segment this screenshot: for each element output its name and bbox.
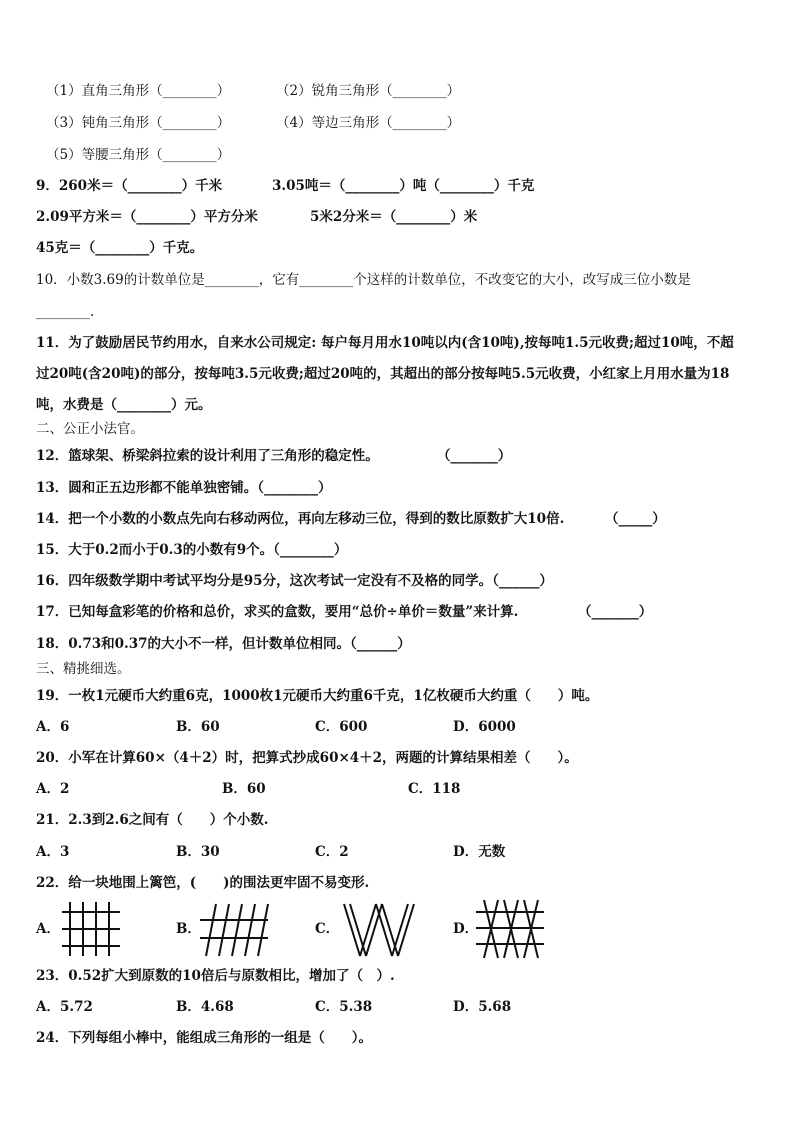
q21-stem: 21．2.3到2.6之间有（ ）个小数.: [36, 812, 269, 828]
q14-text: 14．把一个小数的小数点先向右移动两位，再向左移动三位，得到的数比原数扩大10倍.: [36, 511, 565, 527]
q11-line-1: 11．为了鼓励居民节约用水，自来水公司规定: 每户每月用水10吨以内(含10吨),按每吨1.5元收费;超过10吨，不超: [36, 335, 734, 351]
q19-option-c: C．600: [315, 719, 368, 735]
q20-stem: 20．小军在计算60×（4＋2）时，把算式抄成60×4＋2，两题的计算结果相差（ ）。: [36, 750, 578, 766]
q19-option-d: D．6000: [453, 719, 516, 735]
q12-blank: （_______）: [437, 448, 512, 464]
q22-option-d-label: D．: [453, 921, 479, 937]
q18-text: 18．0.73和0.37的大小不一样，但计数单位相同。（______）: [36, 636, 411, 652]
q23-option-c: C．5.38: [315, 999, 373, 1015]
triangle-item-equilateral: （4）等边三角形（________）: [276, 115, 461, 131]
q22-option-c-label: C．: [315, 921, 340, 937]
q20-option-b: B．60: [222, 781, 266, 797]
q9-part-c: 2.09平方米＝（________）平方分米: [36, 209, 258, 225]
q22-option-a-grid-fence: [60, 900, 122, 958]
q22-option-a-label: A．: [36, 921, 60, 937]
q22-stem: 22．给一块地围上篱笆，( )的围法更牢固不易变形.: [36, 875, 370, 891]
q23-option-d: D．5.68: [453, 999, 512, 1015]
q11-line-2: 过20吨(含20吨)的部分，按每吨3.5元收费;超过20吨的，其超出的部分按每吨5.5元收费，小红家上月用水量为18: [36, 366, 730, 382]
q9-part-b: 3.05吨＝（________）吨（________）千克: [272, 178, 535, 194]
triangle-item-acute: （2）锐角三角形（________）: [276, 83, 461, 99]
q13-text: 13．圆和正五边形都不能单独密铺。（________）: [36, 480, 332, 496]
q21-option-c: C．2: [315, 844, 349, 860]
q10-line-1: 10．小数3.69的计数单位是________，它有________个这样的计数单位，不改变它的大小，改写成三位小数是: [36, 272, 691, 288]
q23-stem: 23．0.52扩大到原数的10倍后与原数相比，增加了（ ）.: [36, 968, 395, 984]
q9-part-a: 9．260米＝（________）千米: [36, 178, 223, 194]
q21-option-a: A．3: [36, 844, 70, 860]
q11-line-3: 吨，水费是（________）元。: [36, 397, 212, 413]
q23-option-b: B．4.68: [176, 999, 234, 1015]
q14-blank: （_____）: [605, 511, 666, 527]
q15-text: 15．大于0.2而小于0.3的小数有9个。（________）: [36, 542, 348, 558]
section-heading-choice: 三、精挑细选。: [36, 661, 131, 677]
q21-option-b: B．30: [176, 844, 220, 860]
q22-option-b-label: B．: [176, 921, 201, 937]
q17-text: 17．已知每盒彩笔的价格和总价，求买的盒数，要用“总价÷单价＝数量”来计算.: [36, 604, 519, 620]
q20-option-a: A．2: [36, 781, 70, 797]
q22-option-b-slanted-fence: [198, 900, 270, 958]
q19-stem: 19．一枚1元硬币大约重6克，1000枚1元硬币大约重6千克，1亿枚硬币大约重（ ）吨。: [36, 688, 599, 704]
q12-text: 12．篮球架、桥梁斜拉索的设计利用了三角形的稳定性。: [36, 448, 379, 464]
q9-part-e: 45克＝（________）千克。: [36, 240, 204, 256]
q22-option-c-zigzag-fence: [340, 900, 420, 958]
q19-option-a: A．6: [36, 719, 70, 735]
q24-stem: 24．下列每组小棒中，能组成三角形的一组是（ ）。: [36, 1030, 373, 1046]
q19-option-b: B．60: [176, 719, 220, 735]
q22-option-d-crossed-fence: [474, 898, 546, 960]
q9-part-d: 5米2分米＝（________）米: [310, 209, 478, 225]
triangle-item-obtuse: （3）钝角三角形（________）: [46, 115, 231, 131]
q23-option-a: A．5.72: [36, 999, 93, 1015]
q20-option-c: C．118: [408, 781, 461, 797]
q16-text: 16．四年级数学期中考试平均分是95分，这次考试一定没有不及格的同学。（______）: [36, 573, 553, 589]
section-heading-judge: 二、公正小法官。: [36, 421, 144, 437]
triangle-item-isosceles: （5）等腰三角形（________）: [46, 147, 231, 163]
triangle-item-right: （1）直角三角形（________）: [46, 83, 231, 99]
q10-line-2: ________.: [36, 304, 95, 320]
q17-blank: （_______）: [578, 604, 653, 620]
q21-option-d: D．无数: [453, 844, 506, 860]
